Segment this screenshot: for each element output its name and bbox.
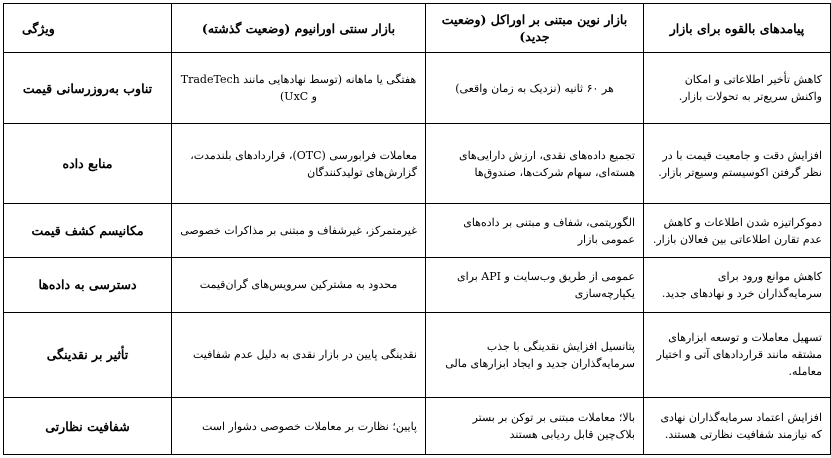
table-row (4, 124, 831, 204)
oracle-cell: تجمیع داده‌های نقدی، ارزش دارایی‌های هسته‌ای، سهام شرکت‌ها، صندوق‌ها (426, 124, 644, 204)
feature-cell: دسترسی به داده‌ها (4, 258, 172, 313)
table-row (4, 204, 831, 258)
table-row (4, 398, 831, 455)
oracle-cell: الگوریتمی، شفاف و مبتنی بر داده‌های عمومی بازار (426, 204, 644, 258)
implication-cell: دموکراتیزه شدن اطلاعات و کاهش عدم تقارن اطلاعاتی بین فعالان بازار. (644, 204, 831, 258)
feature-cell: تناوب به‌روزرسانی قیمت (4, 53, 172, 124)
comparison-table (3, 3, 831, 455)
implication-cell: افزایش دقت و جامعیت قیمت با در نظر گرفتن اکوسیستم وسیع‌تر بازار. (644, 124, 831, 204)
traditional-cell: نقدینگی پایین در بازار نقدی به دلیل عدم شفافیت (172, 312, 426, 397)
header-oracle-market: بازار نوین مبتنی بر اوراکل (وضعیت جدید) (426, 4, 644, 53)
table-row (4, 53, 831, 124)
traditional-cell: معاملات فرابورسی (OTC)، قراردادهای بلندمدت، گزارش‌های تولیدکنندگان (172, 124, 426, 204)
implication-cell: افزایش اعتماد سرمایه‌گذاران نهادی که نیازمند شفافیت نظارتی هستند. (644, 398, 831, 455)
traditional-cell: غیرمتمرکز، غیرشفاف و مبتنی بر مذاکرات خصوصی (172, 204, 426, 258)
feature-cell: شفافیت نظارتی (4, 398, 172, 455)
implication-cell: تسهیل معاملات و توسعه ابزارهای مشتقه مانند قراردادهای آتی و اختیار معامله. (644, 312, 831, 397)
oracle-cell: بالا؛ معاملات مبتنی بر توکن بر بستر بلاک‌چین قابل ردیابی هستند (426, 398, 644, 455)
header-traditional-market: بازار سنتی اورانیوم (وضعیت گذشته) (172, 4, 426, 53)
feature-cell: منابع داده (4, 124, 172, 204)
table-row (4, 258, 831, 313)
traditional-cell: هفتگی یا ماهانه (توسط نهادهایی مانند TradeTech و UxC) (172, 53, 426, 124)
traditional-cell: پایین؛ نظارت بر معاملات خصوصی دشوار است (172, 398, 426, 455)
header-feature: ویژگی (4, 4, 172, 53)
implication-cell: کاهش تأخیر اطلاعاتی و امکان واکنش سریع‌تر به تحولات بازار. (644, 53, 831, 124)
implication-cell: کاهش موانع ورود برای سرمایه‌گذاران خرد و نهادهای جدید. (644, 258, 831, 313)
feature-cell: مکانیسم کشف قیمت (4, 204, 172, 258)
oracle-cell: پتانسیل افزایش نقدینگی با جذب سرمایه‌گذاران جدید و ایجاد ابزارهای مالی (426, 312, 644, 397)
header-implications: پیامدهای بالقوه برای بازار (644, 4, 831, 53)
oracle-cell: عمومی از طریق وب‌سایت و API برای یکپارچه‌سازی (426, 258, 644, 313)
traditional-cell: محدود به مشترکین سرویس‌های گران‌قیمت (172, 258, 426, 313)
feature-cell: تأثیر بر نقدینگی (4, 312, 172, 397)
oracle-cell: هر ۶۰ ثانیه (نزدیک به زمان واقعی) (426, 53, 644, 124)
table-row (4, 312, 831, 397)
comparison-table-container (3, 3, 822, 455)
header-row (4, 4, 831, 53)
